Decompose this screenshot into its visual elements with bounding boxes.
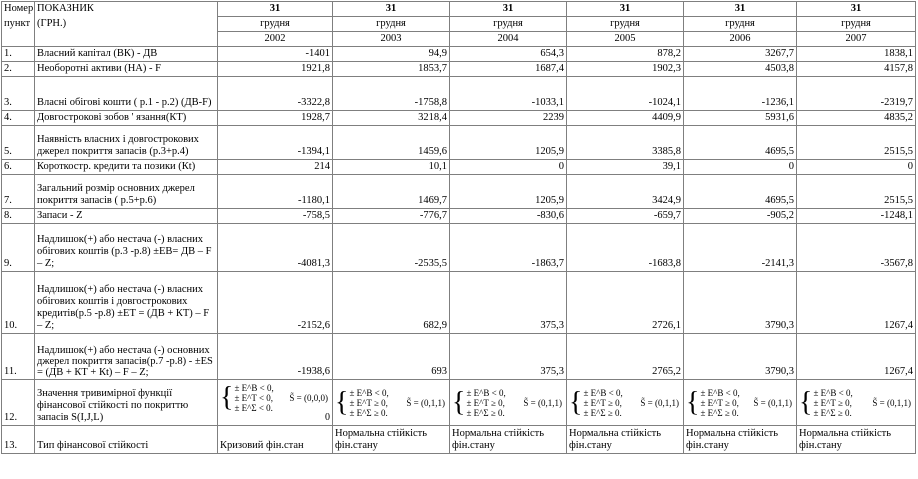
header-name-label-2: (ГРН.) bbox=[37, 17, 67, 29]
formula-line: ± E^Σ ≥ 0. bbox=[813, 407, 852, 418]
formula-lines bbox=[234, 383, 273, 413]
header-name-cell-3 bbox=[35, 32, 218, 47]
formula-line: ± E^T ≥ 0, bbox=[466, 397, 505, 408]
header-num-cell-2 bbox=[2, 17, 35, 32]
value-cell: 3218,4 bbox=[333, 111, 450, 126]
value-cell: -1248,1 bbox=[797, 209, 916, 224]
value-cell: -776,7 bbox=[333, 209, 450, 224]
header-num-cell-3 bbox=[2, 32, 35, 47]
header-year-2007: 2007 bbox=[845, 33, 867, 44]
row-number: 1. bbox=[2, 47, 35, 62]
value-cell: -1758,8 bbox=[333, 77, 450, 111]
formula-result: S̃ = (0,0,0) bbox=[289, 392, 328, 403]
formula-result: S̃ = (0,1,1) bbox=[523, 397, 562, 408]
value-cell: -1024,1 bbox=[567, 77, 684, 111]
header-year-2006: 2006 bbox=[729, 33, 751, 44]
value-cell: 2515,5 bbox=[797, 175, 916, 209]
header-day-2007: 31 bbox=[850, 3, 862, 14]
value-cell: -1394,1 bbox=[218, 126, 333, 160]
value-cell: 1928,7 bbox=[218, 111, 333, 126]
row-label: Загальний розмір основних джерел покриття запасів ( р.5+р.6) bbox=[35, 175, 218, 209]
formula-system bbox=[452, 388, 564, 418]
value-cell: -4081,3 bbox=[218, 224, 333, 272]
value-cell: 0 bbox=[684, 160, 797, 175]
header-year-2005: 2005 bbox=[614, 33, 636, 44]
value-cell: 693 bbox=[333, 334, 450, 380]
stability-type-cell: Нормальна стійкість фін.стану bbox=[333, 426, 450, 454]
table-row bbox=[2, 62, 916, 77]
value-cell: 1687,4 bbox=[450, 62, 567, 77]
value-cell: 0 bbox=[450, 160, 567, 175]
header-year-2003: 2003 bbox=[380, 33, 402, 44]
header-year-2002: 2002 bbox=[264, 33, 286, 44]
value-cell: -2319,7 bbox=[797, 77, 916, 111]
header-day-cell bbox=[797, 2, 916, 17]
brace-icon: { bbox=[452, 386, 466, 418]
row-number: 12. bbox=[2, 380, 35, 426]
header-year-2004: 2004 bbox=[497, 33, 519, 44]
trailing-value: 0 bbox=[325, 411, 330, 423]
formula-cell bbox=[218, 380, 333, 426]
value-cell: 2515,5 bbox=[797, 126, 916, 160]
formula-line: ± E^B < 0, bbox=[234, 382, 274, 393]
row-label: Короткостр. кредити та позики (Кt) bbox=[35, 160, 218, 175]
stability-type-cell: Нормальна стійкість фін.стану bbox=[567, 426, 684, 454]
value-cell: 1921,8 bbox=[218, 62, 333, 77]
header-row-day bbox=[2, 2, 916, 17]
header-day-2005: 31 bbox=[619, 3, 631, 14]
header-month-cell bbox=[218, 17, 333, 32]
header-num-label: Номер bbox=[4, 3, 34, 14]
row-label: Запаси - Z bbox=[35, 209, 218, 224]
header-day-2002: 31 bbox=[269, 3, 281, 14]
stability-type-cell: Нормальна стійкість фін.стану bbox=[797, 426, 916, 454]
table-row bbox=[2, 126, 916, 160]
value-cell: -1938,6 bbox=[218, 334, 333, 380]
value-cell: 4157,8 bbox=[797, 62, 916, 77]
value-cell: 2726,1 bbox=[567, 272, 684, 334]
financial-stability-table bbox=[1, 1, 916, 454]
formula-line: ± E^Σ ≥ 0. bbox=[583, 407, 622, 418]
row-label: Надлишок(+) або нестача (-) власних обігових коштів (р.3 -р.8) ±ЕВ= ДВ – F – Z; bbox=[35, 224, 218, 272]
header-name-cell-2 bbox=[35, 17, 218, 32]
header-month-cell bbox=[333, 17, 450, 32]
header-num-cell bbox=[2, 2, 35, 17]
formula-lines bbox=[813, 388, 852, 418]
formula-result: S̃ = (0,1,1) bbox=[753, 397, 792, 408]
value-cell: 1205,9 bbox=[450, 126, 567, 160]
value-cell: 1267,4 bbox=[797, 272, 916, 334]
header-month-2002: грудня bbox=[260, 18, 290, 29]
value-cell: 1267,4 bbox=[797, 334, 916, 380]
value-cell: 1853,7 bbox=[333, 62, 450, 77]
row-label: Необоротні активи (НА) - F bbox=[35, 62, 218, 77]
formula-lines bbox=[466, 388, 505, 418]
value-cell: -1180,1 bbox=[218, 175, 333, 209]
header-day-2006: 31 bbox=[734, 3, 746, 14]
value-cell: 10,1 bbox=[333, 160, 450, 175]
formula-line: ± E^Σ ≥ 0. bbox=[700, 407, 739, 418]
value-cell: 2239 bbox=[450, 111, 567, 126]
row-number: 5. bbox=[2, 126, 35, 160]
value-cell: 1838,1 bbox=[797, 47, 916, 62]
formula-lines bbox=[700, 388, 739, 418]
value-cell: -1401 bbox=[218, 47, 333, 62]
header-row-month bbox=[2, 17, 916, 32]
value-cell: 3790,3 bbox=[684, 272, 797, 334]
table-row-stability-type bbox=[2, 426, 916, 454]
table-row bbox=[2, 175, 916, 209]
formula-cell bbox=[684, 380, 797, 426]
formula-lines bbox=[583, 388, 622, 418]
value-cell: 5931,6 bbox=[684, 111, 797, 126]
formula-system bbox=[569, 388, 681, 418]
formula-line: ± E^Σ ≥ 0. bbox=[349, 407, 388, 418]
brace-icon: { bbox=[799, 386, 813, 418]
header-num-label-2: пункт bbox=[4, 17, 31, 29]
value-cell: -3322,8 bbox=[218, 77, 333, 111]
header-month-2006: грудня bbox=[725, 18, 755, 29]
row-number: 6. bbox=[2, 160, 35, 175]
table-row bbox=[2, 111, 916, 126]
header-name-cell bbox=[35, 2, 218, 17]
table-row bbox=[2, 77, 916, 111]
row-number: 9. bbox=[2, 224, 35, 272]
value-cell: 3424,9 bbox=[567, 175, 684, 209]
value-cell: 3385,8 bbox=[567, 126, 684, 160]
row-label: Власні обігові кошти ( р.1 - р.2) (ДВ-F) bbox=[35, 77, 218, 111]
header-row-year bbox=[2, 32, 916, 47]
value-cell: 2765,2 bbox=[567, 334, 684, 380]
formula-system bbox=[799, 388, 913, 418]
header-month-cell bbox=[797, 17, 916, 32]
header-day-cell bbox=[567, 2, 684, 17]
value-cell: -1863,7 bbox=[450, 224, 567, 272]
header-name-label: ПОКАЗНИК bbox=[37, 3, 94, 14]
value-cell: 4835,2 bbox=[797, 111, 916, 126]
stability-type-cell: Кризовий фін.стан bbox=[218, 426, 333, 454]
header-year-cell bbox=[684, 32, 797, 47]
row-number: 11. bbox=[2, 334, 35, 380]
formula-line: ± E^B < 0, bbox=[813, 387, 853, 398]
value-cell: 4695,5 bbox=[684, 175, 797, 209]
brace-icon: { bbox=[335, 386, 349, 418]
header-month-2004: грудня bbox=[493, 18, 523, 29]
formula-line: ± E^B < 0, bbox=[583, 387, 623, 398]
header-day-cell bbox=[333, 2, 450, 17]
header-year-cell bbox=[567, 32, 684, 47]
value-cell: 3267,7 bbox=[684, 47, 797, 62]
table-row bbox=[2, 209, 916, 224]
value-cell: 39,1 bbox=[567, 160, 684, 175]
formula-system bbox=[686, 388, 794, 418]
table-row bbox=[2, 272, 916, 334]
row-number: 4. bbox=[2, 111, 35, 126]
header-day-cell bbox=[684, 2, 797, 17]
formula-line: ± E^B < 0, bbox=[466, 387, 506, 398]
value-cell: -1683,8 bbox=[567, 224, 684, 272]
value-cell: 4503,8 bbox=[684, 62, 797, 77]
row-label: Тип фінансової стійкості bbox=[35, 426, 218, 454]
value-cell: -3567,8 bbox=[797, 224, 916, 272]
value-cell: -2152,6 bbox=[218, 272, 333, 334]
table-row bbox=[2, 160, 916, 175]
row-label: Довгострокові зобов ' язання(КТ) bbox=[35, 111, 218, 126]
header-month-2005: грудня bbox=[610, 18, 640, 29]
value-cell: 1469,7 bbox=[333, 175, 450, 209]
brace-icon: { bbox=[220, 381, 234, 413]
header-day-cell bbox=[218, 2, 333, 17]
row-number: 8. bbox=[2, 209, 35, 224]
row-number: 3. bbox=[2, 77, 35, 111]
brace-icon: { bbox=[686, 386, 700, 418]
value-cell: 1205,9 bbox=[450, 175, 567, 209]
formula-cell bbox=[567, 380, 684, 426]
value-cell: -1236,1 bbox=[684, 77, 797, 111]
value-cell: 214 bbox=[218, 160, 333, 175]
header-day-2004: 31 bbox=[502, 3, 514, 14]
row-number: 2. bbox=[2, 62, 35, 77]
header-year-cell bbox=[450, 32, 567, 47]
header-month-cell bbox=[567, 17, 684, 32]
formula-line: ± E^T < 0, bbox=[234, 392, 274, 403]
header-month-2003: грудня bbox=[376, 18, 406, 29]
formula-line: ± E^T ≥ 0, bbox=[583, 397, 622, 408]
header-month-2007: грудня bbox=[841, 18, 871, 29]
value-cell: -2535,5 bbox=[333, 224, 450, 272]
header-day-cell bbox=[450, 2, 567, 17]
value-cell: -659,7 bbox=[567, 209, 684, 224]
value-cell: 878,2 bbox=[567, 47, 684, 62]
row-label: Наявність власних і довгострокових джерел покриття запасів (р.3+р.4) bbox=[35, 126, 218, 160]
value-cell: 375,3 bbox=[450, 334, 567, 380]
spreadsheet bbox=[1, 1, 917, 477]
header-day-2003: 31 bbox=[385, 3, 397, 14]
table-row bbox=[2, 334, 916, 380]
formula-result: S̃ = (0,1,1) bbox=[406, 397, 445, 408]
table-row-stability-function bbox=[2, 380, 916, 426]
row-label: Власний капітал (ВК) - ДВ bbox=[35, 47, 218, 62]
formula-result: S̃ = (0,1,1) bbox=[872, 397, 911, 408]
formula-line: ± E^B < 0, bbox=[349, 387, 389, 398]
value-cell: -758,5 bbox=[218, 209, 333, 224]
formula-line: ± E^Σ ≥ 0. bbox=[466, 407, 505, 418]
value-cell: -830,6 bbox=[450, 209, 567, 224]
value-cell: 654,3 bbox=[450, 47, 567, 62]
row-label: Надлишок(+) або нестача (-) власних обігових коштів і довгострокових кредитів(р.5 -р.8) ±ЕТ = (ДВ + КТ) – F – Z; bbox=[35, 272, 218, 334]
formula-system bbox=[335, 388, 447, 418]
formula-cell bbox=[797, 380, 916, 426]
header-month-cell bbox=[684, 17, 797, 32]
stability-type-cell: Нормальна стійкість фін.стану bbox=[450, 426, 567, 454]
value-cell: 1902,3 bbox=[567, 62, 684, 77]
row-number: 7. bbox=[2, 175, 35, 209]
formula-cell bbox=[333, 380, 450, 426]
formula-line: ± E^T ≥ 0, bbox=[813, 397, 852, 408]
value-cell: 4695,5 bbox=[684, 126, 797, 160]
formula-cell bbox=[450, 380, 567, 426]
formula-line: ± E^B < 0, bbox=[700, 387, 740, 398]
formula-result: S̃ = (0,1,1) bbox=[640, 397, 679, 408]
formula-lines bbox=[349, 388, 388, 418]
header-year-cell bbox=[333, 32, 450, 47]
row-number: 10. bbox=[2, 272, 35, 334]
table-row bbox=[2, 47, 916, 62]
value-cell: -2141,3 bbox=[684, 224, 797, 272]
value-cell: -905,2 bbox=[684, 209, 797, 224]
value-cell: 375,3 bbox=[450, 272, 567, 334]
value-cell: 4409,9 bbox=[567, 111, 684, 126]
row-label: Значення тривимірної функції фінансової стійкості по покриттю запасів S(I,J,L) bbox=[35, 380, 218, 426]
row-label: Надлишок(+) або нестача (-) основних джерел покриття запасів(р.7 -р.8) - ±ES = (ДВ + КТ + Кt) – F – Z; bbox=[35, 334, 218, 380]
brace-icon: { bbox=[569, 386, 583, 418]
formula-line: ± E^T ≥ 0, bbox=[700, 397, 739, 408]
formula-system bbox=[220, 383, 330, 413]
formula-line: ± E^Σ < 0. bbox=[234, 402, 273, 413]
header-year-cell bbox=[797, 32, 916, 47]
value-cell: 3790,3 bbox=[684, 334, 797, 380]
value-cell: 0 bbox=[797, 160, 916, 175]
stability-type-cell: Нормальна стійкість фін.стану bbox=[684, 426, 797, 454]
value-cell: -1033,1 bbox=[450, 77, 567, 111]
header-month-cell bbox=[450, 17, 567, 32]
table-row bbox=[2, 224, 916, 272]
value-cell: 682,9 bbox=[333, 272, 450, 334]
formula-line: ± E^T ≥ 0, bbox=[349, 397, 388, 408]
value-cell: 1459,6 bbox=[333, 126, 450, 160]
value-cell: 94,9 bbox=[333, 47, 450, 62]
row-number: 13. bbox=[2, 426, 35, 454]
header-year-cell bbox=[218, 32, 333, 47]
